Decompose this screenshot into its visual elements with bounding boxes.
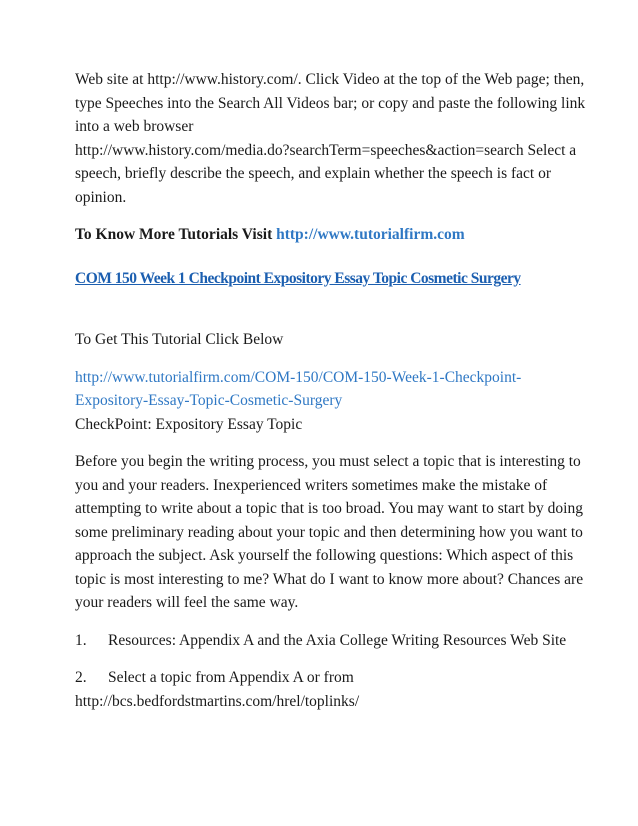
- list-text: Select a topic from Appendix A or from: [108, 669, 354, 686]
- tutorials-visit-line: [75, 223, 578, 247]
- intro-paragraph: [75, 68, 586, 209]
- intro-line: into a web browser: [75, 118, 194, 135]
- checkpoint-heading: CheckPoint: Expository Essay Topic: [75, 415, 303, 433]
- tutorialfirm-link[interactable]: http://www.tutorialfirm.com: [276, 226, 465, 243]
- intro-line: http://www.history.com/media.do?searchTerm=speeches&action=search Select a: [75, 141, 577, 159]
- tutorial-link[interactable]: http://www.tutorialfirm.com/COM-150/COM-150-Week-1-Checkpoint-: [75, 368, 522, 386]
- course-title-link[interactable]: COM 150 Week 1 Checkpoint Expository Essay Topic Cosmetic Surgery: [75, 269, 521, 287]
- list-text: Resources: Appendix A and the Axia College Writing Resources Web Site: [108, 631, 567, 649]
- list-link[interactable]: http://bcs.bedfordstmartins.com/hrel/toplinks/: [75, 692, 360, 710]
- body-line: Before you begin the writing process, you must select a topic that is interesting to: [75, 453, 581, 470]
- body-line: your readers will feel the same way.: [75, 594, 299, 611]
- body-line: you and your readers. Inexperienced writers sometimes make the mistake of: [75, 476, 548, 494]
- intro-line: Web site at http://www.history.com/. Click Video at the top of the Web page; then,: [75, 71, 585, 88]
- tutorial-link-block: [75, 366, 578, 437]
- tutorial-link[interactable]: Expository-Essay-Topic-Cosmetic-Surgery: [75, 392, 343, 409]
- list-number: 2.: [75, 669, 87, 686]
- body-line: topic is most interesting to me? What do I want to know more about? Chances are: [75, 570, 584, 588]
- intro-line: speech, briefly describe the speech, and explain whether the speech is fact or: [75, 165, 551, 182]
- body-line: approach the subject. Ask yourself the following questions: Which aspect of this: [75, 547, 574, 564]
- list-item: [75, 666, 578, 713]
- list-number: 1.: [75, 631, 87, 649]
- course-title-line: [75, 267, 578, 291]
- intro-line: opinion.: [75, 188, 127, 206]
- get-tutorial-heading: To Get This Tutorial Click Below: [75, 331, 284, 348]
- body-line: some preliminary reading about your topic and then determining how you want to: [75, 523, 583, 541]
- intro-line: type Speeches into the Search All Videos bar; or copy and paste the following link: [75, 94, 586, 112]
- body-paragraph: [75, 450, 584, 615]
- tutorials-visit-label: To Know More Tutorials Visit: [75, 226, 277, 243]
- body-line: attempting to write about a topic that is too broad. You may want to start by doing: [75, 500, 583, 517]
- list-item: [75, 629, 578, 653]
